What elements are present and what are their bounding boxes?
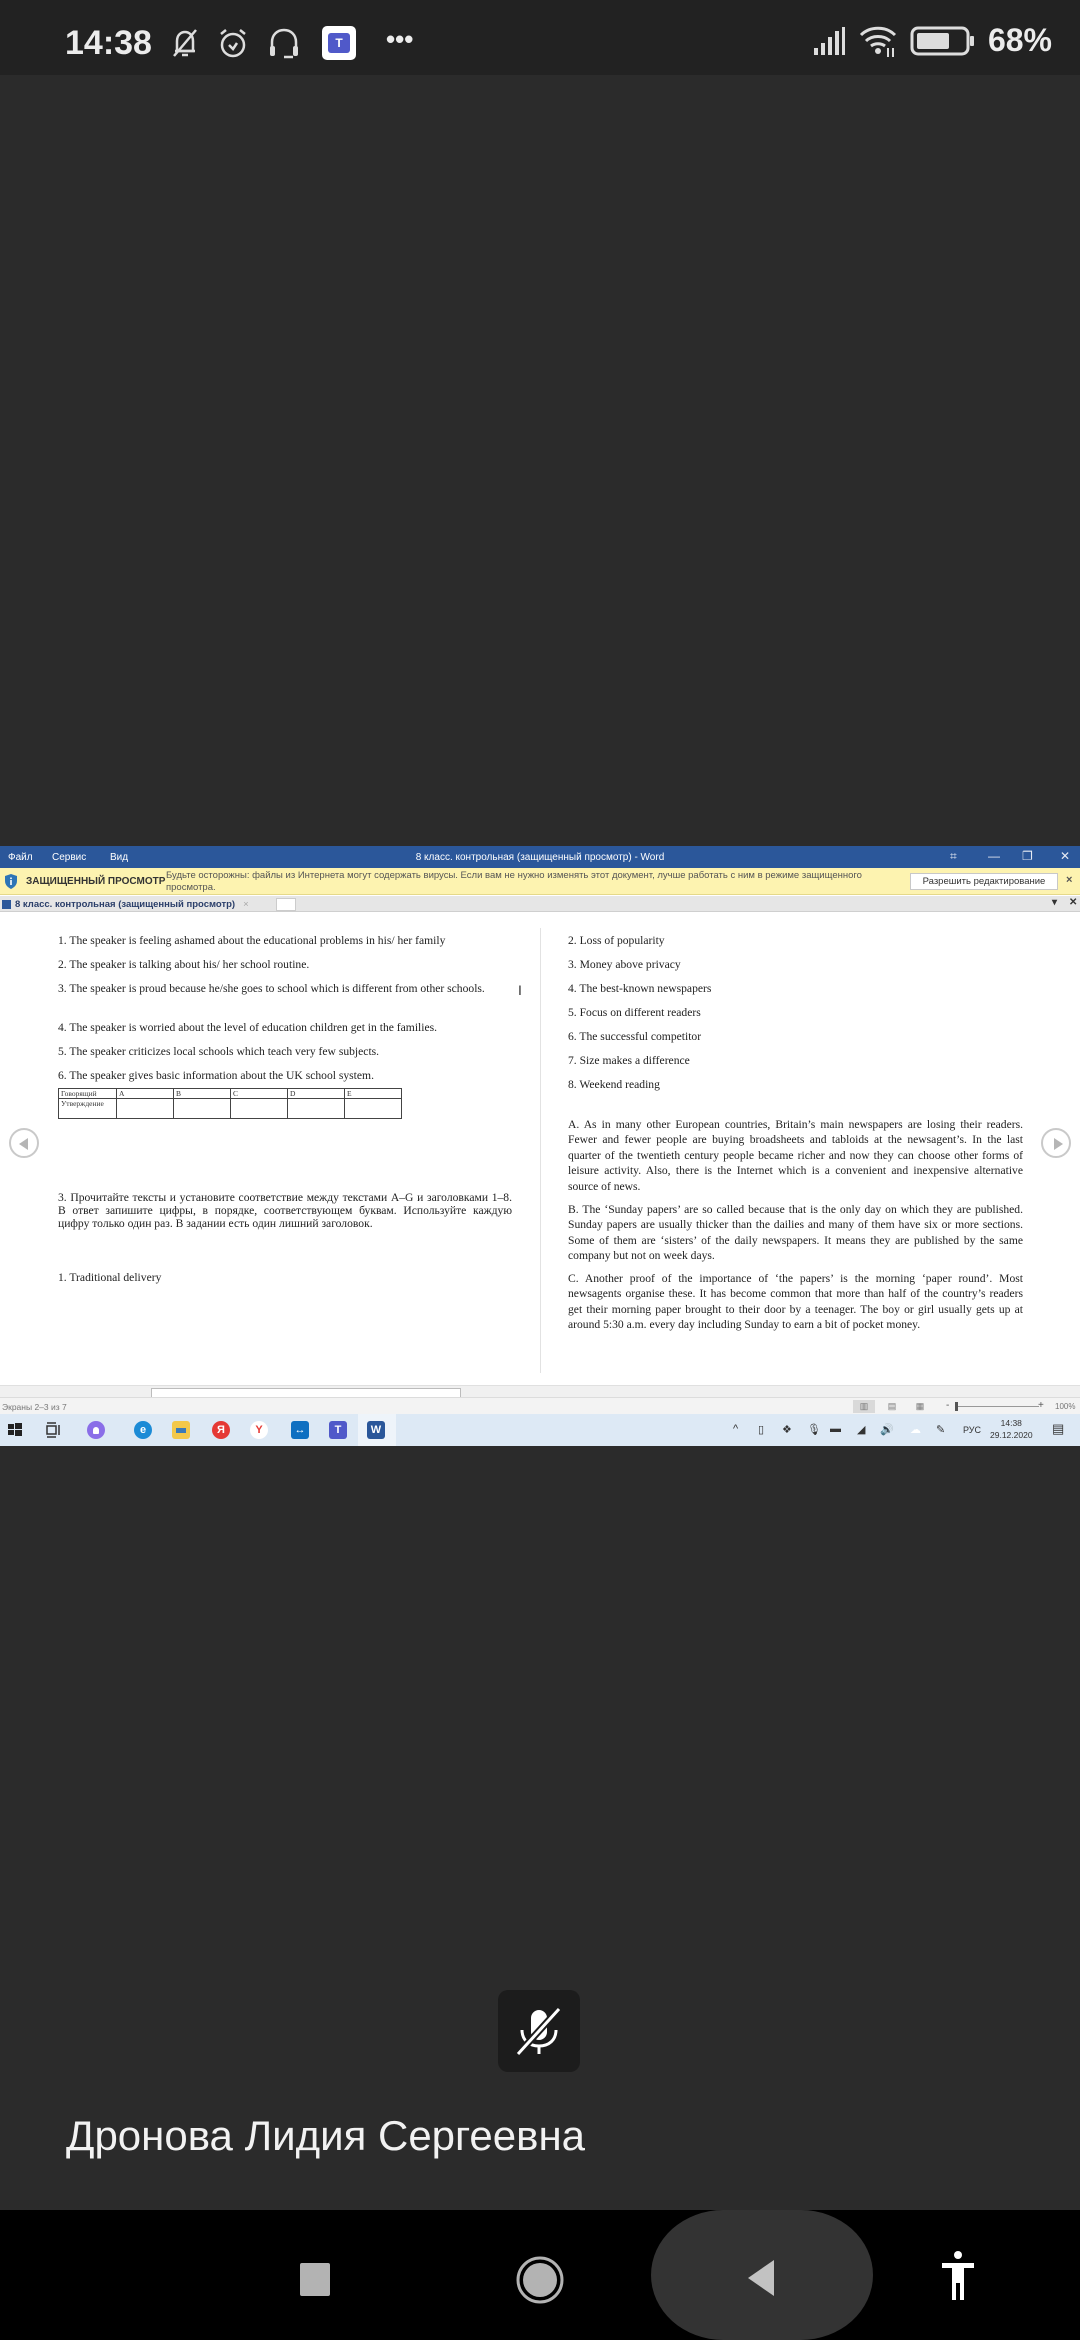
document-tabs <box>0 896 1080 912</box>
battery-percent: 68% <box>987 22 1052 58</box>
task-view-icon[interactable] <box>44 1421 62 1439</box>
signal-icon <box>812 26 846 56</box>
status-bar <box>0 0 1080 75</box>
network-tray-icon[interactable]: ◢ <box>857 1424 866 1436</box>
heading-6: 6. The successful competitor <box>568 1030 702 1043</box>
page-divider <box>540 928 541 1373</box>
taskbar-date: 29.12.2020 <box>990 1430 1033 1440</box>
battery-icon <box>910 25 976 57</box>
horizontal-scrollbar[interactable] <box>0 1385 1080 1397</box>
heading-4: 4. The best-known newspapers <box>568 982 712 995</box>
protected-view-message: Будьте осторожны: файлы из Интернета могут содержать вирусы. Если вам не нужно изменять этот документ, лучше работать с ним в режиме защищенного просмотра. <box>166 870 862 893</box>
yandex-browser-icon[interactable]: Y <box>250 1421 268 1439</box>
android-nav-bar <box>0 2210 1080 2340</box>
file-explorer-icon[interactable] <box>172 1421 190 1439</box>
table-col-e: E <box>345 1089 402 1099</box>
onedrive-icon[interactable]: ☁ <box>910 1424 921 1436</box>
shared-screen-background <box>0 75 1080 848</box>
text-b: B. The ‘Sunday papers’ are so called because that is the only day on which they are published. Sunday papers are usually thicker than the dailies and many of them have six or more sections. Some of them are ‘sisters’ of the daily newspapers. It means they are published by the same company but not on week days. <box>568 1203 1023 1263</box>
back-button[interactable] <box>744 2258 780 2298</box>
table-header-speaker: Говорящий <box>59 1089 117 1099</box>
mic-off-icon <box>498 1990 580 2072</box>
statement-3: 3. The speaker is proud because he/she goes to school which is different from other schools. <box>58 982 485 995</box>
heading-8: 8. Weekend reading <box>568 1078 660 1091</box>
wifi-icon <box>858 24 898 58</box>
bell-off-icon <box>168 26 202 60</box>
table-header-statement: Утверждение <box>59 1099 117 1119</box>
zoom-out-button[interactable]: - <box>946 1400 950 1411</box>
text-c: C. Another proof of the importance of ‘the papers’ is the morning ‘paper round’. Most newsagents organise these. It has become common that more than half of the country’s readers get their morning paper brought to their door by a teenager. The boy or girl usually gets up at around 5:30 a.m. every day including Sunday to earn a bit of pocket money. <box>568 1272 1023 1332</box>
teams-taskbar-icon[interactable]: T <box>329 1421 347 1439</box>
zoom-level[interactable]: 100% <box>1055 1402 1076 1411</box>
table-col-d: D <box>288 1089 345 1099</box>
table-answer-cell[interactable] <box>174 1099 231 1119</box>
task-3-instructions: 3. Прочитайте тексты и установите соответствие между текстами A–G и заголовками 1–8. В ответ запишите цифры, в порядке, соответствующем буквам. Используйте каждую цифру только один раз. В задании есть один лишний заголовок. <box>58 1191 512 1231</box>
statement-2: 2. The speaker is talking about his/ her school routine. <box>58 958 310 971</box>
read-mode-icon[interactable]: ▥ <box>853 1400 875 1413</box>
next-screen-button[interactable] <box>1041 1128 1071 1158</box>
windows-start-icon[interactable] <box>6 1421 24 1439</box>
table-col-b: B <box>174 1089 231 1099</box>
close-tab-icon[interactable]: × <box>243 898 249 910</box>
zoom-slider[interactable] <box>955 1406 1039 1407</box>
statement-5: 5. The speaker criticizes local schools which teach very few subjects. <box>58 1045 380 1058</box>
table-answer-cell[interactable] <box>231 1099 288 1119</box>
input-language[interactable]: РУС <box>963 1425 982 1435</box>
status-right <box>812 22 1052 59</box>
text-cursor-icon: I <box>518 982 522 998</box>
print-layout-icon[interactable]: ▤ <box>887 1401 897 1411</box>
table-answer-cell[interactable] <box>288 1099 345 1119</box>
table-answer-cell[interactable] <box>345 1099 402 1119</box>
document-tab[interactable] <box>0 897 249 911</box>
recents-button[interactable] <box>300 2263 330 2296</box>
table-answer-cell[interactable] <box>117 1099 174 1119</box>
new-tab-button[interactable] <box>276 898 296 911</box>
home-button[interactable] <box>514 2254 566 2306</box>
view-buttons <box>853 1400 931 1413</box>
close-all-tabs-icon[interactable]: ✕ <box>1069 897 1078 908</box>
focus-mode-icon[interactable]: ⌗ <box>950 849 957 863</box>
document-tab-label: 8 класс. контрольная (защищенный просмотр) <box>15 898 236 910</box>
dropbox-icon[interactable]: ❖ <box>782 1424 792 1436</box>
pen-icon[interactable]: ✎ <box>936 1424 946 1436</box>
headset-icon <box>266 26 302 60</box>
close-window-icon[interactable]: ✕ <box>1060 849 1071 863</box>
zoom-in-button[interactable]: + <box>1038 1400 1044 1411</box>
teamviewer-icon[interactable]: ↔ <box>291 1421 309 1439</box>
statement-1: 1. The speaker is feeling ashamed about the educational problems in his/ her family <box>58 934 446 947</box>
meet-now-icon[interactable]: ▯ <box>758 1424 765 1436</box>
window-title: 8 класс. контрольная (защищенный просмотр) - Word <box>415 852 665 863</box>
shared-screen-word-window <box>0 846 1080 1446</box>
web-layout-icon[interactable]: ▦ <box>915 1401 925 1411</box>
menu-service[interactable]: Сервис <box>52 852 87 863</box>
heading-7: 7. Size makes a difference <box>568 1054 690 1067</box>
participant-name: Дронова Лидия Сергеевна <box>66 2112 586 2159</box>
volume-icon[interactable]: 🔊 <box>880 1424 894 1436</box>
word-doc-icon <box>2 900 11 909</box>
minimize-icon[interactable]: — <box>988 849 1000 863</box>
taskbar-clock[interactable] <box>990 1417 1033 1441</box>
action-center-icon[interactable]: ▤ <box>1052 1421 1065 1436</box>
taskbar-time: 14:38 <box>1000 1418 1022 1428</box>
table-col-c: C <box>231 1089 288 1099</box>
alice-icon[interactable] <box>87 1421 105 1439</box>
status-time: 14:38 <box>65 24 152 62</box>
close-protected-bar-icon[interactable]: × <box>1066 874 1073 886</box>
tab-dropdown-icon[interactable]: ▾ <box>1052 897 1058 908</box>
word-title-bar <box>0 846 1080 868</box>
menu-view[interactable]: Вид <box>110 852 129 863</box>
statement-6: 6. The speaker gives basic information about the UK school system. <box>58 1069 374 1082</box>
document-page <box>0 913 1080 1385</box>
text-a: A. As in many other European countries, Britain’s main newspapers are losing their readers. Fewer and fewer people are buying broadsheets and tabloids at the newsagent’s. In the last quarter of the twentieth century people became richer and now they can choose other forms of leisure activity. Also, there is the Internet which is a convenient and inexpensive alternative source of news. <box>568 1118 1023 1193</box>
table-col-a: A <box>117 1089 174 1099</box>
microphone-tray-icon[interactable]: 🎙 <box>807 1424 821 1436</box>
page-counter: Экраны 2–3 из 7 <box>2 1402 67 1412</box>
edge-icon[interactable]: e <box>134 1421 152 1439</box>
show-hidden-icons[interactable]: ^ <box>733 1423 739 1435</box>
statement-4: 4. The speaker is worried about the level of education children get in the families. <box>58 1021 438 1034</box>
windows-taskbar <box>0 1414 1080 1446</box>
accessibility-icon[interactable] <box>938 2250 978 2302</box>
protected-view-title: ЗАЩИЩЕННЫЙ ПРОСМОТР <box>26 876 166 887</box>
enable-editing-button[interactable]: Разрешить редактирование <box>910 873 1058 890</box>
heading-5: 5. Focus on different readers <box>568 1006 701 1019</box>
restore-icon[interactable]: ❐ <box>1022 849 1033 863</box>
menu-file[interactable]: Файл <box>8 852 33 863</box>
yandex-icon[interactable]: Я <box>212 1421 230 1439</box>
heading-3: 3. Money above privacy <box>568 958 681 971</box>
heading-1: 1. Traditional delivery <box>58 1271 162 1284</box>
alarm-icon <box>216 26 250 60</box>
answer-table <box>58 1088 402 1119</box>
meeting-background <box>0 1446 1080 2210</box>
mic-muted-button[interactable] <box>498 1990 580 2072</box>
word-status-bar <box>0 1397 1080 1414</box>
word-taskbar-icon[interactable]: W <box>367 1421 385 1439</box>
power-tray-icon[interactable]: ▬ <box>830 1423 841 1435</box>
zoom-slider-thumb[interactable] <box>955 1402 958 1411</box>
heading-2: 2. Loss of popularity <box>568 934 665 947</box>
protected-view-bar <box>0 868 1080 895</box>
more-notifications-icon: ••• <box>386 24 414 54</box>
teams-icon: T <box>322 26 356 60</box>
shield-info-icon <box>4 874 18 889</box>
previous-screen-button[interactable] <box>9 1128 39 1158</box>
